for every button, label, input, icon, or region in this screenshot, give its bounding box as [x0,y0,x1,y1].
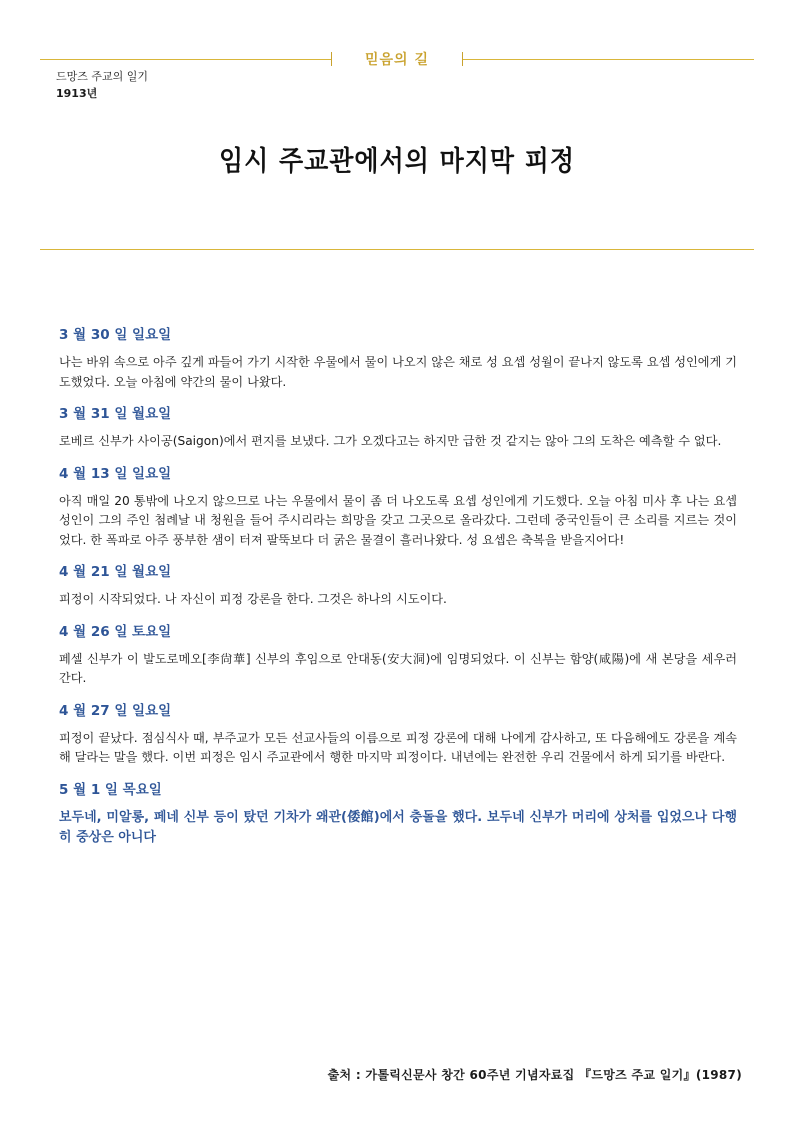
header-rule-left [40,59,332,60]
entry-date: 4 월 21 일 월요일 [59,564,172,580]
diary-entry [59,562,737,610]
entry-date: 3 월 30 일 일요일 [59,327,172,343]
entry-text: 로베르 신부가 사이공(Saigon)에서 편지를 보냈다. 그가 오겠다고는 하지만 급한 것 같지는 않아 그의 도착은 예측할 수 없다. [59,434,722,448]
header-tag: 믿음의 길 [365,52,429,68]
entry-text: 페셀 신부가 이 발도로메오[李尙華] 신부의 후임으로 안대동(安大洞)에 임명되었다. 이 신부는 함양(咸陽)에 새 본당을 세우러 간다. [59,651,737,685]
entry-date: 3 월 31 일 월요일 [59,406,172,422]
series-title: 드망즈 주교의 일기 [56,70,149,83]
diary-entry [59,780,737,848]
entry-text: 아직 매일 20 통밖에 나오지 않으므로 나는 우물에서 물이 좀 더 나오도록 요셉 성인에게 기도했다. 오늘 아침 미사 후 나는 요셉 성인이 그의 주인 첨례날 내 청원을 들어 주시리라는 희망을 갖고 그곳으로 올라갔다. 그런데 중국인들이 큰 소리를 지르는 것이었다. 한 폭파로 아주 풍부한 샘이 터져 팔뚝보다 더 굵은 물결이 흘러나왔다. 성 요셉은 축복을 받을지어다! [59,493,737,547]
entry-text: 피정이 끝났다. 점심식사 때, 부주교가 모든 선교사들의 이름으로 피정 강론에 대해 나에게 감사하고, 또 다음해에도 강론을 계속해 달라는 말을 했다. 이번 피정은 임시 주교관에서 행한 마지막 피정이다. 내년에는 완전한 우리 건물에서 하게 되기를 바란다. [59,730,737,764]
diary-entry [59,464,737,551]
entry-text: 나는 바위 속으로 아주 깊게 파들어 가기 시작한 우물에서 물이 나오지 않은 채로 성 요셉 성월이 끝나지 않도록 요셉 성인에게 기도했었다. 오늘 아침에 약간의 물이 나왔다. [59,355,737,389]
entry-text: 보두네, 미알롱, 페네 신부 등이 탔던 기차가 왜관(倭館)에서 충돌을 했다. 보두네 신부가 머리에 상처를 입었으나 다행히 중상은 아니다 [59,809,737,845]
entry-date: 4 월 26 일 토요일 [59,623,172,640]
series-year: 1913년 [56,87,98,100]
series-label [56,68,148,102]
diary-entry [59,404,737,452]
diary-entry [59,325,737,392]
entry-date: 4 월 27 일 일요일 [59,702,172,719]
diary-entry [59,622,737,689]
source-citation: 출처 : 가톨릭신문사 창간 60주년 기념자료집 『드망즈 주교 일기』(1987) [327,1068,742,1082]
diary-entries [59,325,737,860]
page-title: 임시 주교관에서의 마지막 피정 [218,144,576,177]
entry-date: 5 월 1 일 목요일 [59,781,162,798]
header-rule-right [463,59,754,60]
diary-entry [59,701,737,768]
entry-text: 피정이 시작되었다. 나 자신이 피정 강론을 한다. 그것은 하나의 시도이다. [59,592,447,606]
entry-date: 4 월 13 일 일요일 [59,465,172,482]
title-divider [40,249,754,250]
